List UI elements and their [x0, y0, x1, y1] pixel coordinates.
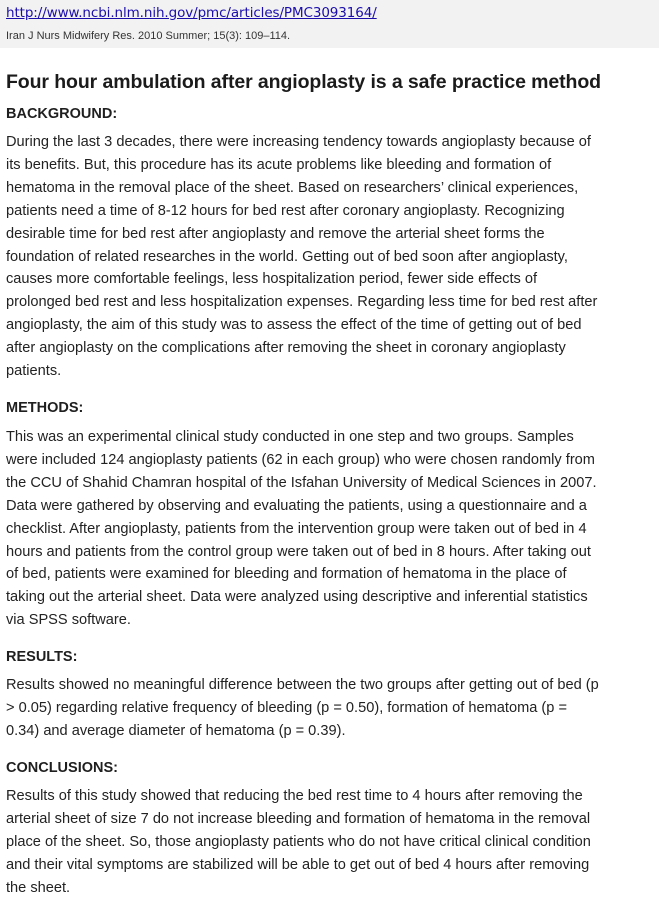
- page-header: [0, 0, 659, 48]
- text-line: of bed, patients were examined for bleeding and formation of hematoma in the place of: [6, 566, 567, 583]
- text-line: prolonged bed rest and less hospitalization expenses. Regarding less time for bed rest after: [6, 294, 598, 311]
- text-line: the sheet.: [6, 879, 71, 896]
- text-line: desirable time for bed rest after angioplasty and remove the arterial sheet forms the: [6, 225, 545, 242]
- article-url-link[interactable]: http://www.ncbi.nlm.nih.gov/pmc/articles/PMC3093164/: [6, 5, 377, 21]
- section-heading-methods: METHODS:: [6, 400, 84, 416]
- text-line: were included 124 angioplasty patients (62 in each group) who were chosen randomly from: [6, 451, 595, 468]
- text-line: arterial sheet of size 7 do not increase bleeding and formation of hematoma in the removal: [6, 810, 591, 827]
- text-line: foundation of related researches in the world. Getting out of bed soon after angioplasty,: [6, 248, 568, 265]
- text-line: causes more comfortable feelings, less hospitalization period, fewer side effects of: [6, 271, 538, 288]
- text-line: its benefits. But, this procedure has its acute problems like bleeding and formation of: [6, 156, 552, 173]
- text-line: hours and patients from the control group were taken out of bed in 8 hours. After taking out: [6, 543, 591, 560]
- text-line: patients need a time of 8-12 hours for bed rest after coronary angioplasty. Recognizing: [6, 202, 565, 219]
- text-line: > 0.05) regarding relative frequency of bleeding (p = 0.50), formation of hematoma (p =: [6, 699, 567, 716]
- section-heading-conclusions: CONCLUSIONS:: [6, 760, 118, 776]
- section-body-methods: [6, 426, 656, 632]
- section-heading-background: BACKGROUND:: [6, 106, 118, 122]
- text-line: place of the sheet. So, those angioplasty patients who do not have critical clinical condition: [6, 833, 591, 850]
- text-line: This was an experimental clinical study conducted in one step and two groups. Samples: [6, 429, 574, 445]
- text-line: patients.: [6, 363, 62, 380]
- section-heading-results: RESULTS:: [6, 649, 78, 665]
- text-line: Results of this study showed that reducing the bed rest time to 4 hours after removing the: [6, 788, 583, 804]
- text-line: 0.34) and average diameter of hematoma (p = 0.39).: [6, 722, 346, 739]
- section-body-conclusions: [6, 785, 656, 900]
- section-body-background: [6, 131, 656, 383]
- text-line: and their vital symptoms are stabilized will be able to get out of bed 4 hours after removing: [6, 856, 590, 873]
- text-line: Data were gathered by observing and evaluating the patients, using a questionnaire and a: [6, 497, 587, 514]
- article-title: Four hour ambulation after angioplasty is a safe practice method: [6, 71, 601, 93]
- journal-citation: Iran J Nurs Midwifery Res. 2010 Summer; 15(3): 109–114.: [6, 30, 291, 42]
- text-line: hematoma in the removal place of the sheet. Based on researchers’ clinical experiences,: [6, 179, 579, 196]
- section-body-results: [6, 674, 656, 743]
- text-line: after angioplasty on the complications after removing the sheet in coronary angioplasty: [6, 340, 566, 357]
- text-line: angioplasty, the aim of this study was to assess the effect of the time of getting out of bed: [6, 317, 582, 334]
- text-line: Results showed no meaningful difference between the two groups after getting out of bed (p: [6, 677, 599, 693]
- text-line: the CCU of Shahid Chamran hospital of the Isfahan University of Medical Sciences in 2007.: [6, 474, 597, 491]
- text-line: During the last 3 decades, there were increasing tendency towards angioplasty because of: [6, 134, 591, 150]
- text-line: via SPSS software.: [6, 612, 131, 629]
- text-line: checklist. After angioplasty, patients from the intervention group were taken out of bed in 4: [6, 520, 587, 537]
- text-line: taking out the arterial sheet. Data were analyzed using descriptive and inferential statistics: [6, 589, 588, 606]
